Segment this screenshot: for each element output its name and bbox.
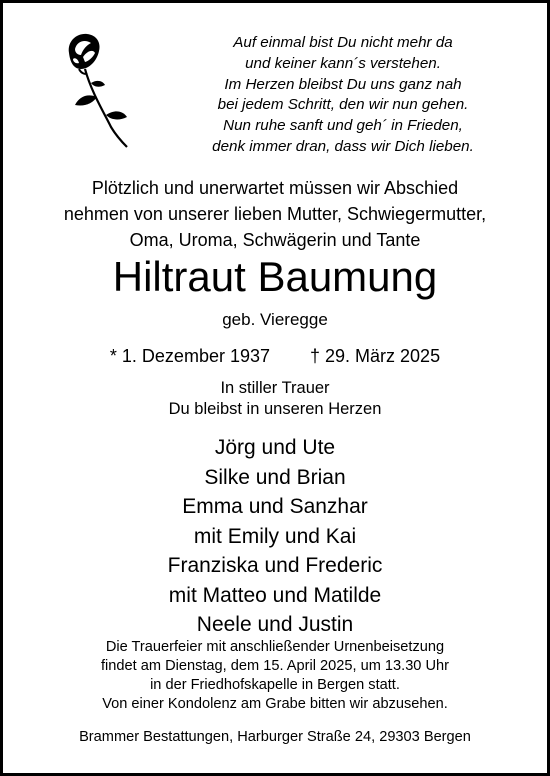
undertaker-address: Brammer Bestattungen, Harburger Straße 24, 29303 Bergen (79, 729, 471, 745)
mourning-text (3, 378, 547, 420)
family-member: mit Matteo und Matilde (168, 583, 382, 607)
intro-line: nehmen von unserer lieben Mutter, Schwiegermutter, (63, 204, 487, 224)
service-line: Von einer Kondolenz am Grabe bitten wir abzusehen. (102, 696, 448, 712)
death-date: † 29. März 2025 (310, 346, 441, 366)
family-member: mit Emily und Kai (193, 524, 357, 548)
rose-icon (61, 31, 131, 149)
intro-line: Plötzlich und unerwartet müssen wir Abschied (91, 178, 459, 198)
deceased-name: Hiltraut Baumung (112, 253, 438, 300)
intro-line: Oma, Uroma, Schwägerin und Tante (129, 230, 421, 250)
birth-name: geb. Vieregge (222, 310, 328, 329)
mourning-line: Du bleibst in unseren Herzen (168, 400, 382, 418)
poem-line: denk immer dran, dass wir Dich lieben. (212, 137, 474, 155)
family-member: Silke und Brian (204, 465, 346, 489)
family-member: Franziska und Frederic (167, 554, 383, 577)
family-list (3, 433, 547, 640)
mourning-line: In stiller Trauer (220, 379, 330, 397)
family-member: Jörg und Ute (214, 436, 336, 459)
poem-line: Nun ruhe sanft und geh´ in Frieden, (223, 117, 463, 135)
intro-text (3, 175, 547, 253)
service-info (3, 638, 547, 714)
family-member: Neele und Justin (196, 613, 354, 636)
life-dates (3, 345, 547, 367)
poem-line: Auf einmal bist Du nicht mehr da (233, 34, 453, 51)
poem-line: Im Herzen bleibst Du uns ganz nah (224, 75, 462, 93)
poem (143, 33, 543, 158)
poem-line: und keiner kann´s verstehen. (245, 54, 441, 72)
service-line: findet am Dienstag, dem 15. April 2025, um 13.30 Uhr (100, 658, 449, 674)
poem-line: bei jedem Schritt, den wir nun gehen. (217, 96, 469, 114)
family-member: Emma und Sanzhar (182, 495, 368, 518)
birth-date: * 1. Dezember 1937 (109, 346, 270, 366)
service-line: Die Trauerfeier mit anschließender Urnenbeisetzung (105, 639, 445, 655)
service-line: in der Friedhofskapelle in Bergen statt. (150, 677, 400, 693)
